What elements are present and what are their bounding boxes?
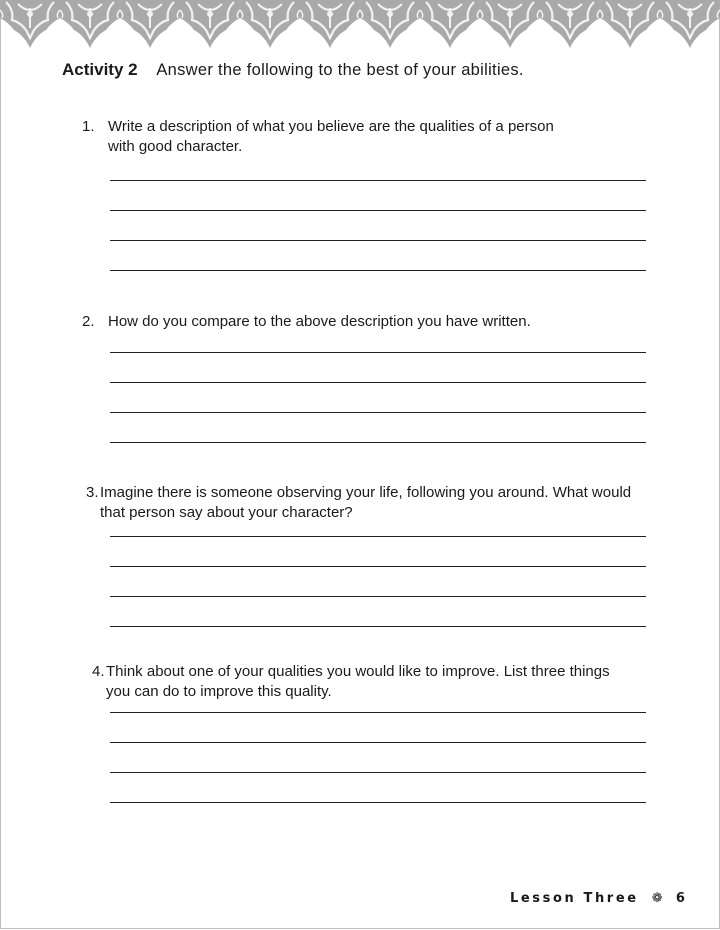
answer-line[interactable] <box>110 352 646 353</box>
answer-line[interactable] <box>110 626 646 627</box>
question-text-cont: with good character. <box>108 138 243 155</box>
question-text-cont: you can do to improve this quality. <box>106 683 332 700</box>
question-1 <box>82 117 554 157</box>
answer-line[interactable] <box>110 270 646 271</box>
question-number: 2. <box>82 313 95 330</box>
question-2 <box>82 312 531 332</box>
question-text: Write a description of what you believe are the qualities of a person <box>108 118 554 135</box>
activity-instruction: Answer the following to the best of your abilities. <box>156 61 524 79</box>
answer-line[interactable] <box>110 742 646 743</box>
flower-ornament-icon: ❁ <box>651 891 663 906</box>
answer-line[interactable] <box>110 772 646 773</box>
question-text: Think about one of your qualities you would like to improve. List three things <box>106 663 610 680</box>
question-4 <box>92 662 610 702</box>
answer-line[interactable] <box>110 566 646 567</box>
lesson-label: Lesson Three <box>510 891 639 906</box>
activity-label: Activity 2 <box>62 60 138 79</box>
answer-line[interactable] <box>110 210 646 211</box>
activity-heading <box>62 60 524 80</box>
answer-line[interactable] <box>110 180 646 181</box>
answer-line[interactable] <box>110 412 646 413</box>
question-number: 4. <box>92 663 105 680</box>
answer-line[interactable] <box>110 802 646 803</box>
question-number: 3. <box>86 484 99 501</box>
answer-line[interactable] <box>110 240 646 241</box>
ornamental-border <box>0 0 720 48</box>
question-number: 1. <box>82 118 95 135</box>
answer-line[interactable] <box>110 712 646 713</box>
answer-line[interactable] <box>110 536 646 537</box>
answer-line[interactable] <box>110 442 646 443</box>
answer-line[interactable] <box>110 596 646 597</box>
question-text: How do you compare to the above description you have written. <box>108 313 531 330</box>
question-text: Imagine there is someone observing your life, following you around. What would <box>100 484 632 501</box>
question-3 <box>86 483 631 523</box>
page-footer <box>510 891 688 906</box>
answer-line[interactable] <box>110 382 646 383</box>
question-text-cont: that person say about your character? <box>100 504 353 521</box>
page-number: 6 <box>675 891 688 906</box>
